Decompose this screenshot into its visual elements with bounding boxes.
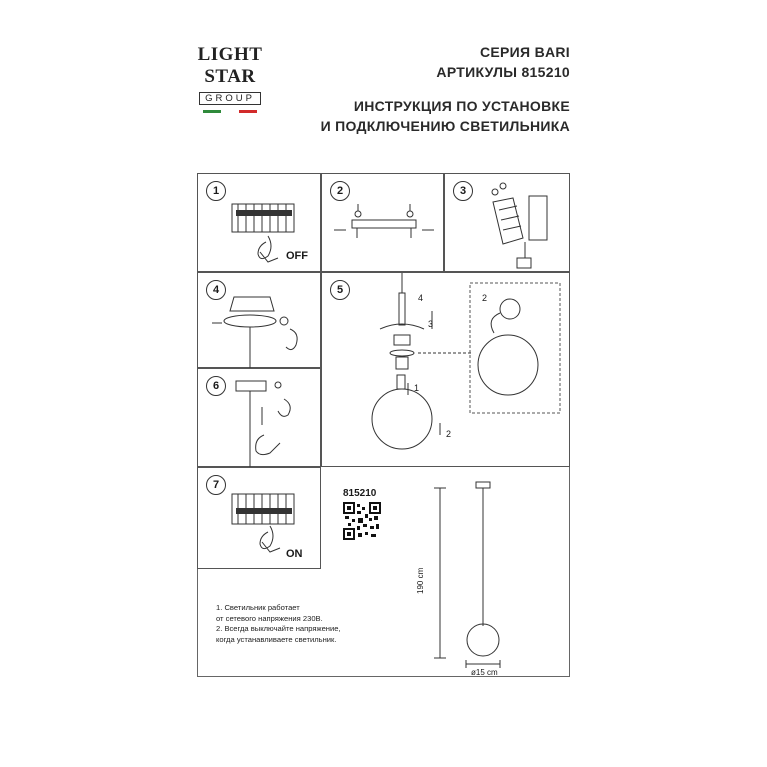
note-line-3: 2. Всегда выключайте напряжение, — [216, 624, 341, 633]
logo-text-line3: GROUP — [199, 92, 261, 105]
step-4-panel — [197, 272, 321, 368]
note-line-1: 1. Светильник работает — [216, 603, 300, 612]
step-7-panel — [197, 467, 321, 569]
canopy-mounting-icon — [198, 273, 322, 369]
step-1-number: 1 — [206, 181, 226, 201]
cable-adjustment-icon — [198, 369, 322, 468]
instruction-title-line2: И ПОДКЛЮЧЕНИЮ СВЕТИЛЬНИКА — [320, 118, 570, 134]
step-5-arrow-3: 3 — [428, 319, 434, 329]
instruction-title-line1: ИНСТРУКЦИЯ ПО УСТАНОВКЕ — [353, 98, 570, 114]
italian-flag-icon — [203, 110, 257, 113]
note-line-2: от сетевого напряжения 230В. — [216, 613, 323, 623]
articles-title: АРТИКУЛЫ 815210 — [436, 64, 570, 80]
on-label: ON — [286, 548, 303, 560]
step-5-arrow-4: 4 — [418, 293, 424, 303]
diameter-dimension: ø15 cm — [471, 668, 498, 677]
series-title: СЕРИЯ BARI — [479, 44, 570, 60]
step-5-number: 5 — [330, 280, 350, 300]
logo-text-line1: LIGHT — [197, 44, 263, 65]
height-dimension: 190 cm — [416, 567, 425, 594]
step-5-arrow-2: 2 — [446, 429, 452, 439]
brand-logo — [197, 44, 263, 124]
pendant-dimension-drawing — [420, 478, 530, 678]
step-5-arrow-1: 1 — [414, 383, 420, 393]
logo-text-line2: STAR — [204, 66, 256, 87]
step-2-panel — [321, 173, 444, 272]
step-6-panel — [197, 368, 321, 467]
safety-notes — [216, 603, 376, 645]
circuit-breaker-on-icon — [198, 468, 322, 570]
wire-connection-icon — [445, 174, 571, 273]
step-4-number: 4 — [206, 280, 226, 300]
mounting-bracket-icon — [322, 174, 445, 273]
off-label: OFF — [286, 250, 308, 262]
step-6-number: 6 — [206, 376, 226, 396]
step-3-panel — [444, 173, 570, 272]
step-2-number: 2 — [330, 181, 350, 201]
step-7-number: 7 — [206, 475, 226, 495]
step-3-number: 3 — [453, 181, 473, 201]
step-5-panel — [321, 272, 570, 467]
product-article: 815210 — [343, 488, 377, 499]
qr-code-icon — [343, 502, 381, 540]
note-line-4: когда устанавливаете светильник. — [216, 634, 337, 644]
step-1-panel — [197, 173, 321, 272]
detail-arrow-2: 2 — [482, 293, 488, 303]
